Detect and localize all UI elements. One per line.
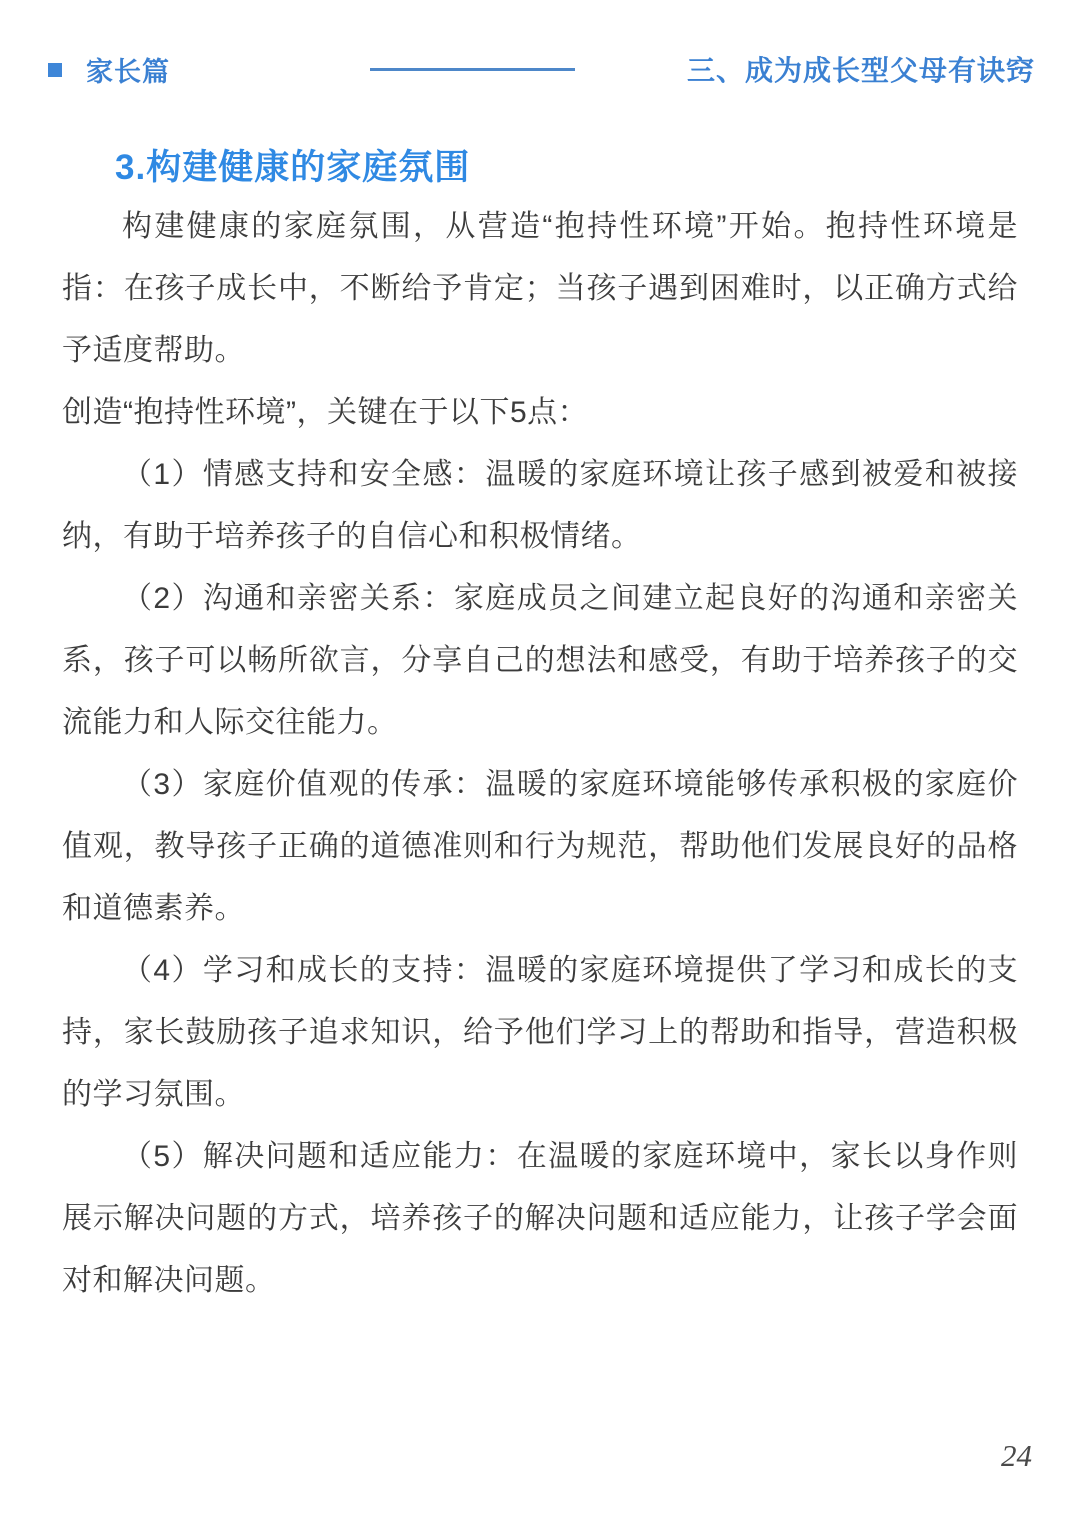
square-bullet-icon <box>48 63 62 77</box>
header-divider <box>370 68 575 71</box>
paragraph-intro: 构建健康的家庭氛围，从营造“抱持性环境”开始。抱持性环境是指：在孩子成长中，不断给予肯定；当孩子遇到困难时，以正确方式给予适度帮助。 <box>62 210 1018 367</box>
page-header <box>48 48 1035 90</box>
paragraph-lead-in: 创造“抱持性环境”，关键在于以下5点： <box>62 396 589 429</box>
page-number: 24 <box>1001 1438 1032 1473</box>
paragraph-point-3: （3）家庭价值观的传承：温暖的家庭环境能够传承积极的家庭价值观，教导孩子正确的道德准则和行为规范，帮助他们发展良好的品格和道德素养。 <box>62 768 1018 925</box>
paragraph-point-4: （4）学习和成长的支持：温暖的家庭环境提供了学习和成长的支持，家长鼓励孩子追求知识，给予他们学习上的帮助和指导，营造积极的学习氛围。 <box>62 954 1018 1111</box>
paragraph-point-5: （5）解决问题和适应能力：在温暖的家庭环境中，家长以身作则展示解决问题的方式，培养孩子的解决问题和适应能力，让孩子学会面对和解决问题。 <box>62 1140 1018 1297</box>
header-chapter-title: 三、成为成长型父母有诀窍 <box>686 55 1035 86</box>
body-text <box>62 196 1018 1312</box>
paragraph-point-2: （2）沟通和亲密关系：家庭成员之间建立起良好的沟通和亲密关系，孩子可以畅所欲言，分享自己的想法和感受，有助于培养孩子的交流能力和人际交往能力。 <box>62 582 1018 739</box>
section-heading: 3.构建健康的家庭氛围 <box>115 148 471 187</box>
header-section-label: 家长篇 <box>86 56 170 87</box>
paragraph-point-1: （1）情感支持和安全感：温暖的家庭环境让孩子感到被爱和被接纳，有助于培养孩子的自信心和积极情绪。 <box>62 458 1018 553</box>
